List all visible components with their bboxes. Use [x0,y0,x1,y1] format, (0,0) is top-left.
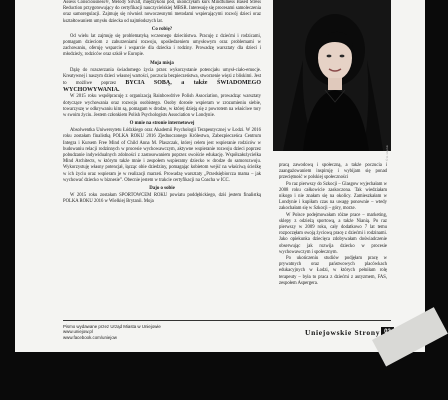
paragraph: Po raz pierwszy do Szkocji – Glasgow wyjechałam w 2008 roku całkowicie zaskoczona. Tak wiedziałam nikogo i nie znałam się na okolicy. Zamieszkałam w Londynie i kupiłam czas na uwagę ponownie – wtedy zakochałam się w Szkocji – góry, morze. [279,181,387,212]
paragraph: Assess Consciousness®, Melody Silvalt, międzykoni pod, ukończyłam kurs Mindfulness Based Stress Reduction przygotowujący do certyfikacji nauczycielskiej MBSR. Interesuję się procesami samoleczenia oraz samoregulacji. Zajmuję się również nowoczesnymi metodami wspierającymi rozwój dzieci oraz kształtowaniem umysłu dziecka od najmłodszych lat. [63,0,261,24]
paragraph: Po ukończeniu studiów podjęłam pracę w prywatnych oraz państwowych placówkach edukacyjnych w Łodzi, w których pełniłam rolę terapeuty – była to praca z dziećmi z autyzmem, FAS, zespołem Aspergera. [279,256,387,286]
portrait-photo [273,0,391,161]
portrait-illustration [273,0,391,151]
footer-divider [63,320,391,321]
article-left-column [63,0,261,315]
magazine-masthead: Uniejowskie Strony [305,328,381,337]
article-right-column [273,0,391,315]
facebook-link: www.facebook.com/uniejow [63,334,117,340]
section-heading: Moja misja [150,60,174,66]
paragraph: W Polsce podejmowałam różne prace – marketing, sklepy z odzieżą sportową, a także Nianią. Po raz pierwszy w 2009 roku, cały dodatkowo 7 lat temu rozpoczęłam swoją życiową pracę z dziećmi i rodzinami. Jako opiekunka dziecięca zdobywałam doświadczenie obserwując jak rozwija dziecko w procesie wychowawczym i społecznym. [279,212,387,255]
footer-publisher-info [63,324,161,340]
website-link: www.uniejow.pl [63,329,93,335]
section-heading: Co robię? [151,26,173,32]
paragraph: Absolwentka Uniwersytetu Łódzkiego oraz Akademii Psychologii Terapeutycznej w Łodzi. W 2016 roku zostałam finalistką POLKA ROKU 2016 Zjednoczonego Królestwa, Zabezpieczeńca Centrum Integra i Kursem Free Mind of Child Anna M. Plaszczak, której celem jest wspieranie rodziców w budowaniu relacji rodzinnych w procesie wychowawczym, aktywne wspieranie rozwoju dzieci poprzez pobudzanie indywidualnych zdolności z zastosowaniem poprzez swoiście edukację. Współzałożycielka Mind Architects, w którym także mnie i zespołem wspieramy dziecko w drodze do samorozwoju. Wykorzystuję własny potencjał, łącząc obie dziedziny, pomagając kobietom wejść na właściwą ścieżkę w ich życiu oraz wspieram je w realizacji marzeń. Prowadzę warsztaty „Przedsiębiorcza mama – jak wychować dziecko w biznesie”. Obecnie jestem w trakcie certyfikacji na Coacha w ICC. [63,128,261,183]
paragraph: W 2015 roku współpracuję z organizacją Rainbowdrive Polish Association, prowadząc warsztaty dotyczące wychowania oraz rozwoju osobistego. Osoby dorosłe wspieram w zrozumieniu siebie, towarzyszę w odkrywaniu kim są, pomagam w drodze, w której dzieją się z powrotem na właściwe tory w swoim życiu. Jestem członkiem Polish Psychologists Association w Londynie. [63,94,261,119]
publisher-line: Pismo wydawane przez Urząd Miasta w Uniejowie [63,324,161,329]
paragraph: Dążę do rozszerzania świadomego życia przez wykorzystanie potencjału umysł-ciało-emocje. Kreatywnej i naszym dzieci własnej wartości, poczucia bezpieczeństwa, stworzenie więzi z bliskimi. Jest to możliwe poprzez BYCIA SOBĄ, a także ŚWIADOMEGO WYCHOWYWANIA. [63,67,262,94]
section-heading: Dajo o sobie [149,186,175,192]
paragraph: pracą zawodową i społeczną, a także poczucia i zaangażowaniem inspiruję i wybijam się ponad przeciętność w polskiej społeczności [279,163,387,181]
paragraph: Od wielu lat zajmuję się problematyką wczesnego dzieciństwa. Pracuję z dziećmi i rodzicami, pomagam dzieciom z zaburzeniami rozwoju, upośledzeniem umysłowym oraz problemami w zachowaniu, oferuję wsparcie i wsparcie dla dziecka i rodziny. Prowadzę warsztaty dla dzieci i młodzieży, rodziców oraz szkół w Europie. [63,33,261,58]
magazine-page [15,0,425,352]
emphasis-text: BYCIA SOBĄ, a także ŚWIADOMEGO WYCHOWYWANIA. [63,80,262,94]
section-heading: O mnie na stronie internetowej [129,121,195,127]
photo-credit: © A. Hajduk [385,145,389,161]
paragraph: W 2015 roku zostałam SPORTOWCEM ROKU powiatu poddębickiego, dziś jestem finalistką POLKA ROKU 2016 w Wielkiej Brytanii. Moja [63,193,261,205]
article-right-text [279,163,387,287]
